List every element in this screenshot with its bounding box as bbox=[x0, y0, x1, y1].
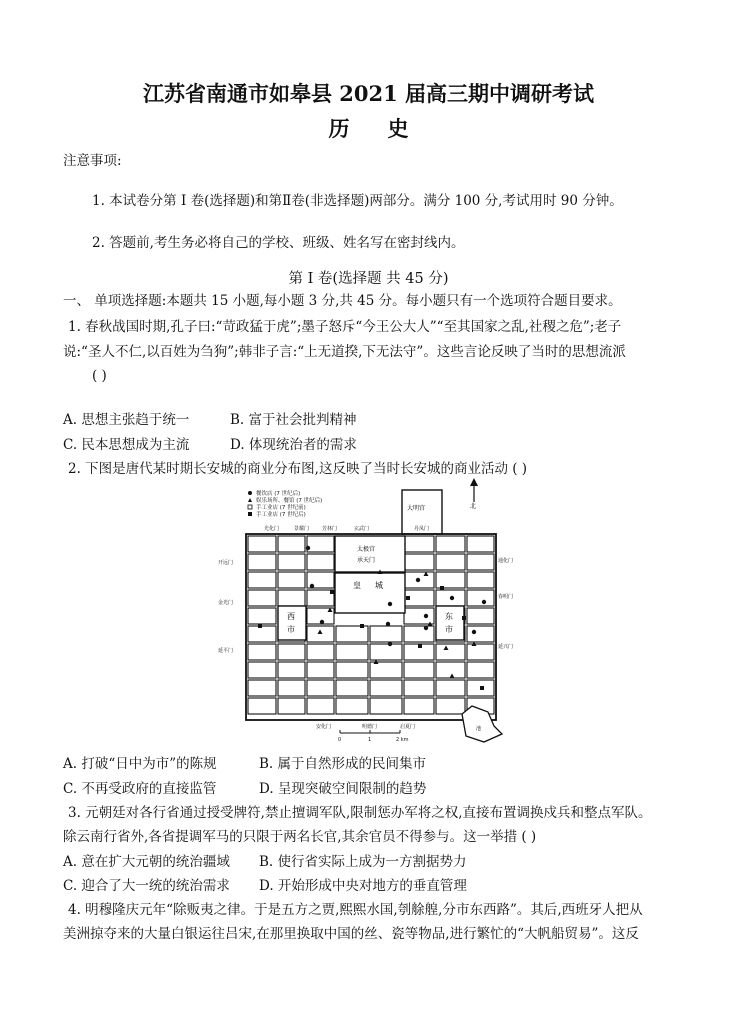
north-arrow-icon bbox=[470, 478, 478, 510]
ward-block bbox=[436, 698, 465, 714]
q2-option-c: C. 不再受政府的直接监管 bbox=[63, 781, 217, 797]
imperial-city bbox=[335, 573, 405, 613]
ward-block bbox=[248, 626, 276, 642]
ward-block bbox=[248, 536, 276, 552]
svg-text:0: 0 bbox=[338, 737, 342, 743]
restaurant-marker bbox=[320, 620, 324, 624]
ward-block bbox=[278, 662, 305, 678]
svg-text:安化门: 安化门 bbox=[316, 724, 332, 730]
svg-text:明德门: 明德门 bbox=[362, 724, 378, 730]
svg-text:玄武门: 玄武门 bbox=[354, 526, 370, 532]
svg-text:金光门: 金光门 bbox=[218, 600, 234, 606]
q3-stem-line1: 3. 元朝廷对各行省通过授受牌符,禁止擅调军队,限制惩办军将之权,直接布置调换戍兵和整点军队。 bbox=[68, 805, 652, 821]
restaurant-marker bbox=[306, 546, 310, 550]
ward-block bbox=[307, 680, 334, 696]
ward-block bbox=[248, 698, 276, 714]
section-instruction: 一、 单项选择题:本题共 15 小题,每小题 3 分,共 45 分。每小题只有一个选项符合题目要求。 bbox=[63, 293, 622, 309]
ward-block bbox=[278, 644, 305, 660]
ward-block bbox=[248, 572, 276, 588]
legend-craft-after-icon bbox=[248, 512, 252, 516]
svg-text:东: 东 bbox=[445, 612, 453, 621]
ward-block bbox=[467, 608, 494, 624]
q2-stem: 2. 下图是唐代某时期长安城的商业分布图,这反映了当时长安城的商业活动 ( ) bbox=[68, 461, 528, 477]
svg-text:芳林门: 芳林门 bbox=[322, 526, 338, 532]
ward-block bbox=[370, 662, 402, 678]
craft-shop-marker bbox=[418, 644, 422, 648]
ward-block bbox=[467, 590, 494, 606]
ward-block bbox=[436, 554, 465, 570]
svg-text:太极宫: 太极宫 bbox=[357, 546, 376, 553]
scale-bar bbox=[338, 730, 409, 743]
craft-shop-marker bbox=[258, 624, 262, 628]
q1-option-b: B. 富于社会批判精神 bbox=[230, 412, 357, 428]
craft-shop-marker bbox=[480, 686, 484, 690]
svg-text:光化门: 光化门 bbox=[264, 526, 280, 532]
q1-option-c: C. 民本思想成为主流 bbox=[63, 437, 190, 453]
section-title: 第 I 卷(选择题 共 45 分) bbox=[288, 271, 449, 287]
q1-answer-bracket: ( ) bbox=[92, 368, 107, 384]
daming-palace-label: 大明宫 bbox=[407, 505, 426, 512]
ward-block bbox=[336, 680, 368, 696]
exam-title: 江苏省南通市如皋县 2021 届高三期中调研考试 bbox=[142, 81, 595, 106]
ward-block bbox=[436, 536, 465, 552]
ward-block bbox=[370, 644, 402, 660]
svg-text:手工业店 (7 世纪前): 手工业店 (7 世纪前) bbox=[256, 505, 306, 511]
restaurant-marker bbox=[388, 602, 392, 606]
svg-text:手工业店 (7 世纪后): 手工业店 (7 世纪后) bbox=[256, 512, 306, 518]
ward-block bbox=[404, 698, 434, 714]
map-legend bbox=[248, 489, 322, 518]
q3-option-a: A. 意在扩大元朝的统治疆域 bbox=[63, 854, 230, 870]
ward-block bbox=[370, 680, 402, 696]
svg-text:市: 市 bbox=[287, 625, 295, 634]
svg-text:延平门: 延平门 bbox=[218, 648, 234, 654]
restaurant-marker bbox=[424, 626, 428, 630]
ward-block bbox=[278, 536, 305, 552]
ward-block bbox=[404, 680, 434, 696]
ward-block bbox=[467, 572, 494, 588]
q4-stem-line1: 4. 明穆隆庆元年“除贩夷之律。于是五方之贾,熙熙水国,刳艅艎,分市东西路”。其后,西班牙人把从 bbox=[68, 902, 643, 918]
legend-entertainment-icon bbox=[248, 498, 252, 502]
craft-shop-marker bbox=[406, 596, 410, 600]
svg-text:西: 西 bbox=[287, 612, 295, 621]
svg-text:娱乐场所、餐馆 (7 世纪后): 娱乐场所、餐馆 (7 世纪后) bbox=[256, 498, 323, 504]
ward-block bbox=[336, 662, 368, 678]
restaurant-marker bbox=[388, 642, 392, 646]
subject-title: 历史 bbox=[328, 116, 447, 141]
ward-block bbox=[404, 662, 434, 678]
svg-text:餐饮店 (7 世纪后): 餐饮店 (7 世纪后) bbox=[256, 491, 301, 497]
ward-block bbox=[436, 680, 465, 696]
ward-block bbox=[436, 572, 465, 588]
restaurant-marker bbox=[424, 614, 428, 618]
restaurant-marker bbox=[386, 622, 390, 626]
ward-block bbox=[436, 662, 465, 678]
svg-text:开远门: 开远门 bbox=[218, 560, 234, 566]
svg-text:春明门: 春明门 bbox=[498, 594, 514, 600]
ward-block bbox=[307, 590, 334, 606]
restaurant-marker bbox=[310, 584, 314, 588]
ward-block bbox=[467, 644, 494, 660]
q2-option-a: A. 打破“日中为市”的陈规 bbox=[63, 756, 217, 772]
ward-block bbox=[467, 626, 494, 642]
ward-block bbox=[307, 554, 334, 570]
note-item: 1. 本试卷分第 I 卷(选择题)和第Ⅱ卷(非选择题)两部分。满分 100 分,考试用时 90 分钟。 bbox=[92, 193, 623, 209]
ward-block bbox=[248, 662, 276, 678]
svg-text:1: 1 bbox=[368, 737, 372, 743]
ward-block bbox=[307, 698, 334, 714]
svg-text:通化门: 通化门 bbox=[498, 558, 514, 564]
svg-text:2 km: 2 km bbox=[396, 737, 409, 743]
ward-block bbox=[248, 554, 276, 570]
ward-block bbox=[278, 590, 305, 606]
svg-text:启夏门: 启夏门 bbox=[400, 724, 416, 730]
svg-text:北: 北 bbox=[470, 503, 477, 510]
q3-option-c: C. 迎合了大一统的统治需求 bbox=[63, 878, 230, 894]
restaurant-marker bbox=[416, 578, 420, 582]
ward-block bbox=[436, 644, 465, 660]
q3-option-d: D. 开始形成中央对地方的垂直管理 bbox=[259, 878, 467, 894]
ward-block bbox=[248, 680, 276, 696]
q1-option-a: A. 思想主张趋于统一 bbox=[63, 412, 190, 428]
changan-commerce-map bbox=[212, 476, 522, 748]
legend-restaurant-icon bbox=[248, 491, 252, 495]
svg-text:城: 城 bbox=[375, 581, 383, 590]
ward-block bbox=[467, 554, 494, 570]
restaurant-marker bbox=[482, 600, 486, 604]
ward-block bbox=[370, 698, 402, 714]
ward-block bbox=[467, 536, 494, 552]
ward-block bbox=[336, 626, 368, 642]
ward-block bbox=[248, 644, 276, 660]
svg-text:景耀门: 景耀门 bbox=[294, 526, 310, 532]
svg-text:皇: 皇 bbox=[353, 581, 361, 590]
restaurant-marker bbox=[472, 630, 476, 634]
q1-stem-line1: 1. 春秋战国时期,孔子曰:“苛政猛于虎”;墨子怒斥“今王公大人”“至其国家之乱,社稷之危”;老子 bbox=[68, 319, 622, 335]
svg-text:承天门: 承天门 bbox=[357, 557, 376, 564]
craft-shop-marker bbox=[462, 616, 466, 620]
ward-block bbox=[307, 644, 334, 660]
svg-text:池: 池 bbox=[476, 726, 482, 732]
svg-text:丹凤门: 丹凤门 bbox=[414, 526, 430, 532]
ward-block bbox=[248, 590, 276, 606]
ward-block bbox=[278, 680, 305, 696]
ward-block bbox=[404, 554, 434, 570]
taiji-palace bbox=[335, 536, 405, 572]
q1-stem-line2: 说:“圣人不仁,以百姓为刍狗”;韩非子言:“上无道揆,下无法守”。这些言论反映了当时的思想流派 bbox=[63, 344, 626, 360]
ward-block bbox=[248, 608, 276, 624]
ward-block bbox=[278, 572, 305, 588]
restaurant-marker bbox=[450, 596, 454, 600]
q3-stem-line2: 除云南行省外,各省提调军马的只限于两名长官,其余官员不得参与。这一举措 ( ) bbox=[63, 829, 537, 845]
q2-option-d: D. 呈现突破空间限制的趋势 bbox=[259, 781, 427, 797]
legend-craft-before-icon bbox=[248, 505, 252, 509]
ward-block bbox=[278, 554, 305, 570]
q2-option-b: B. 属于自然形成的民间集市 bbox=[259, 756, 427, 772]
svg-text:延兴门: 延兴门 bbox=[498, 644, 514, 650]
ward-block bbox=[278, 698, 305, 714]
ward-block bbox=[467, 662, 494, 678]
craft-shop-marker bbox=[360, 624, 364, 628]
ward-block bbox=[336, 698, 368, 714]
ward-block bbox=[336, 644, 368, 660]
q3-option-b: B. 使行省实际上成为一方割据势力 bbox=[259, 854, 467, 870]
q4-stem-line2: 美洲掠夺来的大量白银运往吕宋,在那里换取中国的丝、瓷等物品,进行繁忙的“大帆船贸易”。这反 bbox=[63, 926, 639, 942]
ward-block bbox=[404, 608, 434, 624]
craft-shop-marker bbox=[330, 590, 334, 594]
svg-text:市: 市 bbox=[445, 625, 453, 634]
ward-block bbox=[307, 662, 334, 678]
ward-block bbox=[404, 626, 434, 642]
q1-option-d: D. 体现统治者的需求 bbox=[230, 437, 357, 453]
notes-heading: 注意事项: bbox=[63, 153, 122, 169]
ward-block bbox=[307, 536, 334, 552]
note-item: 2. 答题前,考生务必将自己的学校、班级、姓名写在密封线内。 bbox=[92, 235, 465, 251]
craft-shop-marker bbox=[440, 586, 444, 590]
ward-block bbox=[404, 536, 434, 552]
ward-block bbox=[370, 626, 402, 642]
